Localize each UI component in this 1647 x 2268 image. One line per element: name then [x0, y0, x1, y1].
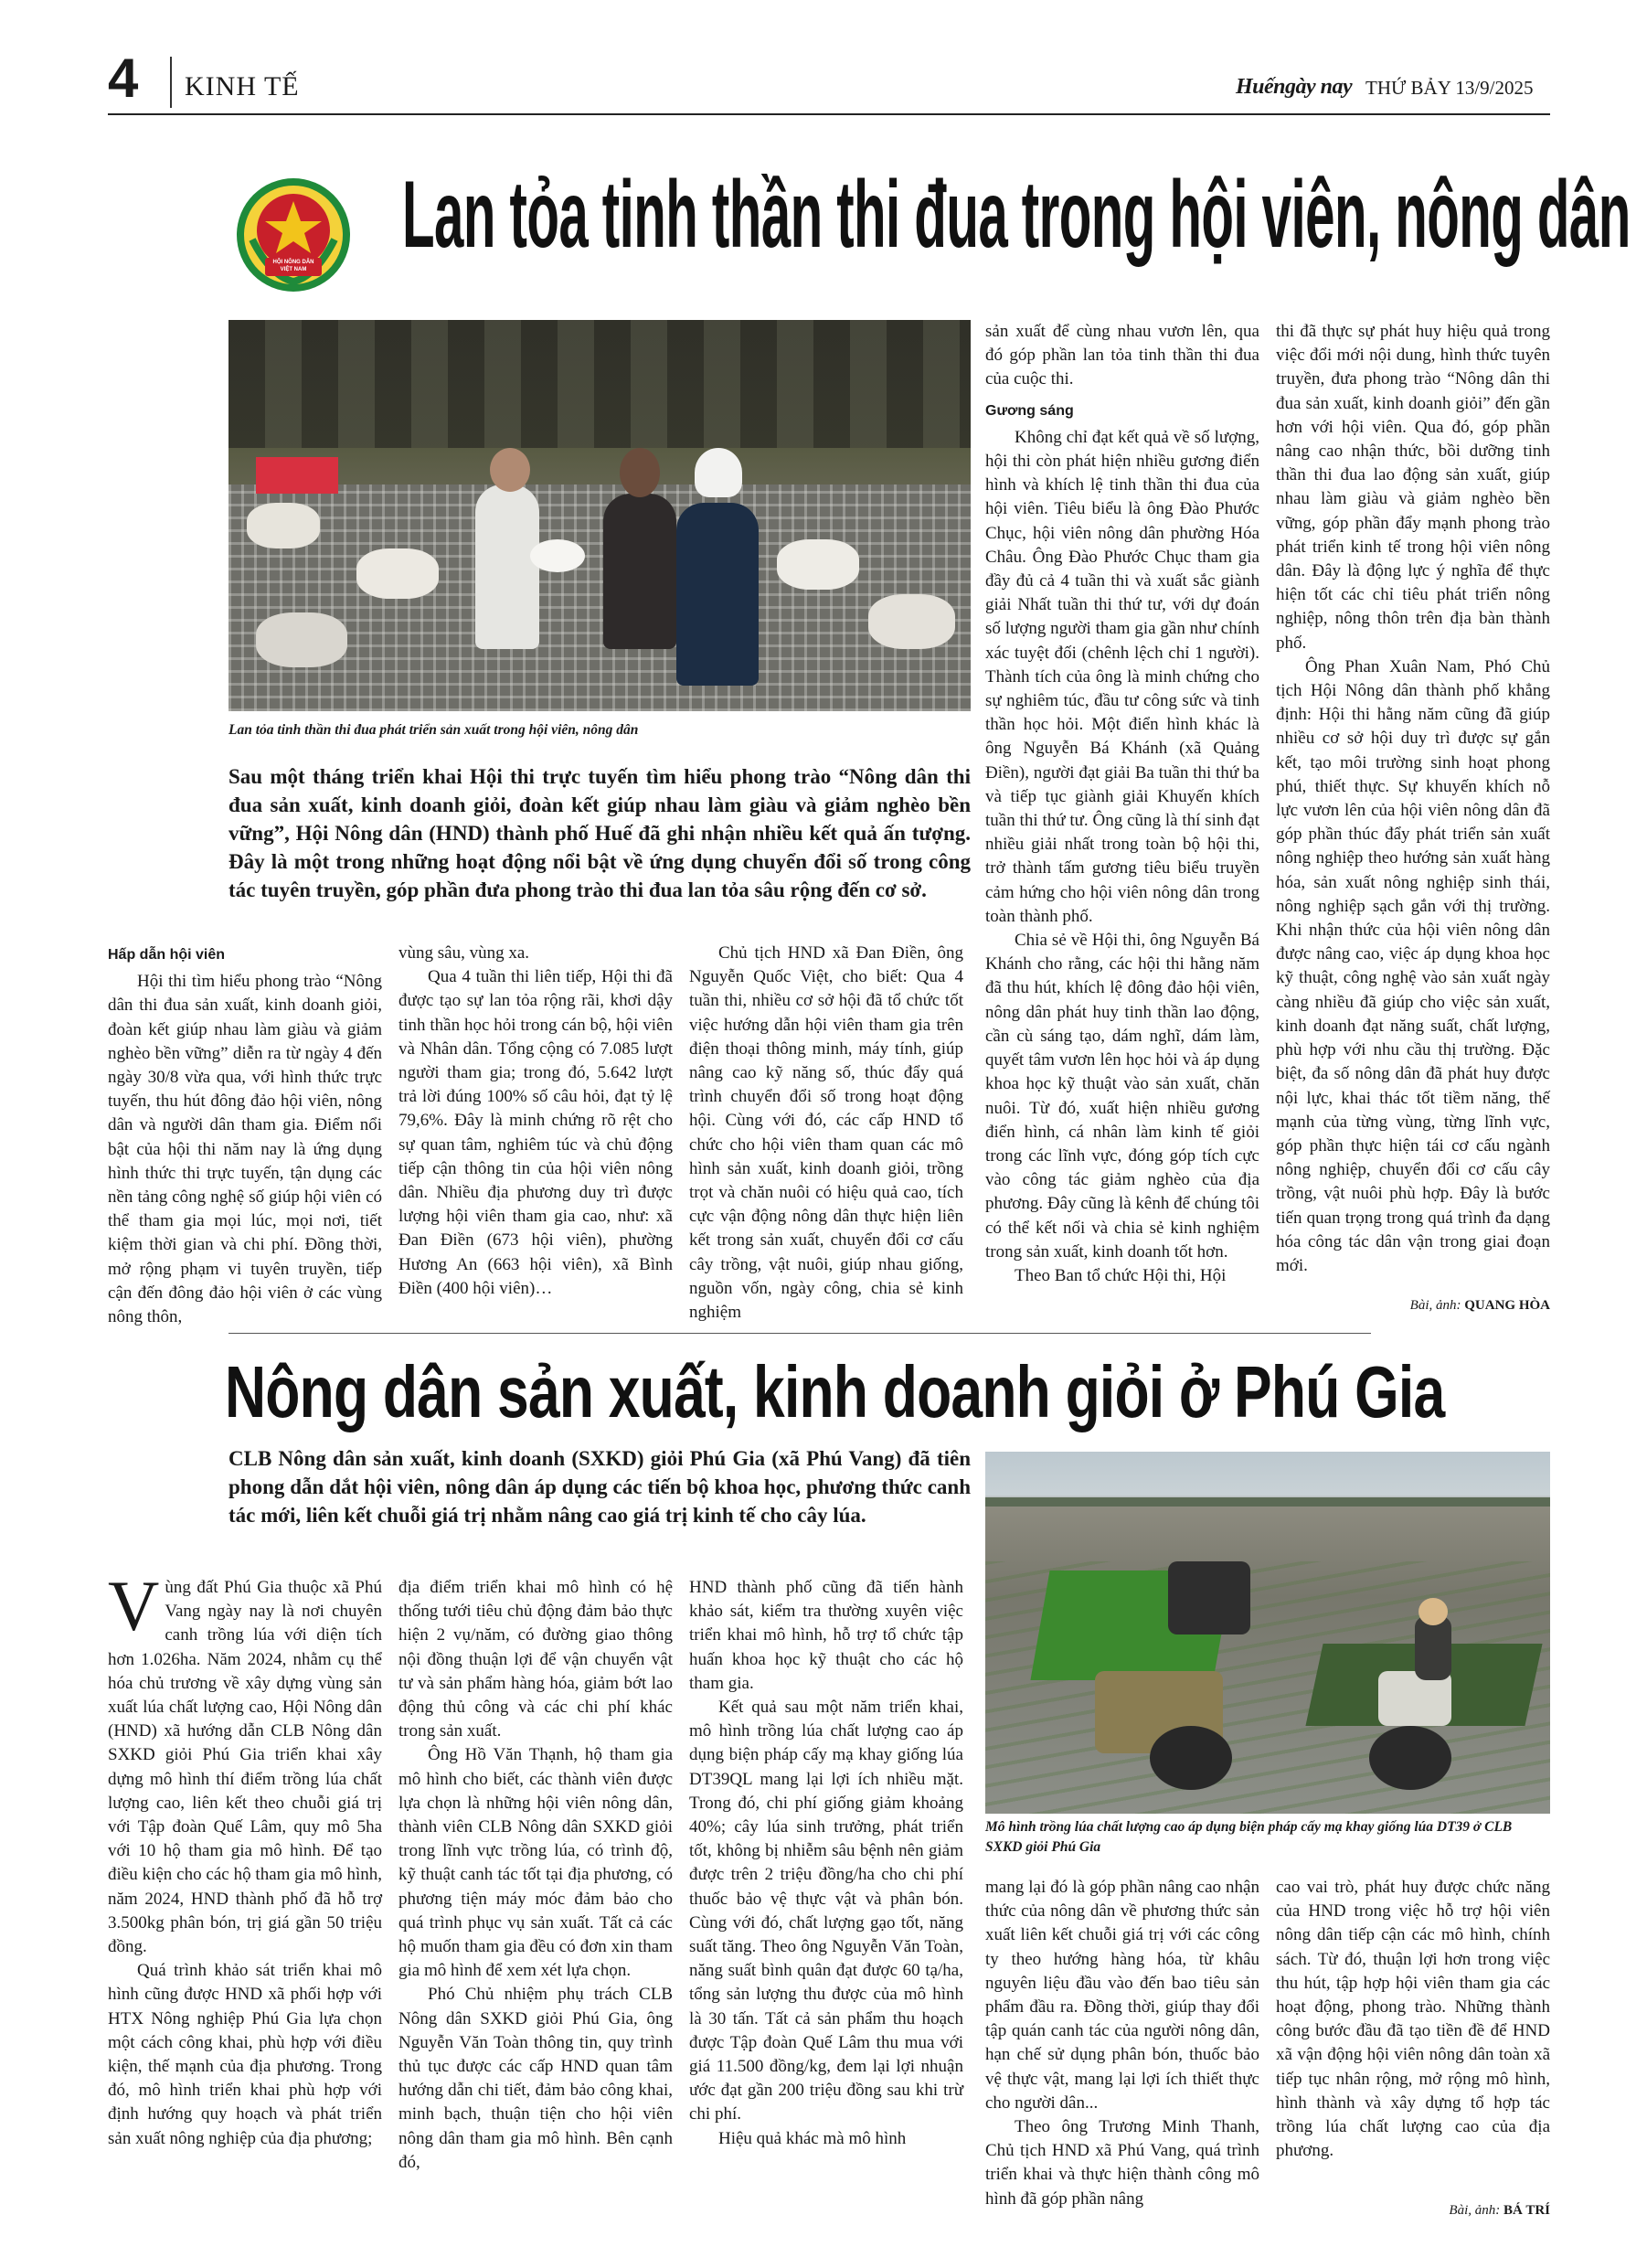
article2-paragraph: Ông Hồ Văn Thạnh, hộ tham gia mô hình cho biết, các thành viên được lựa chọn là những hội viên nông dân, thành viên CLB Nông dân SXKD giỏi trong lĩnh vực trồng lúa, có trình độ, kỹ thuật canh tác tốt tại địa phương, có phương tiện máy móc đảm bảo cho quá trình phục vụ sản xuất. Tất cả các hộ muốn tham gia đều có đơn xin tham gia mô hình để xem xét lựa chọn. — [398, 1745, 673, 1981]
article1-subhead-2: Gương sáng — [985, 402, 1074, 419]
article1-paragraph: Hội thi tìm hiểu phong trào “Nông dân thi đua sản xuất, kinh doanh giỏi, đoàn kết giúp nhau làm giàu và giảm nghèo bền vững” diễn ra từ ngày 4 đến ngày 30/8 vừa qua, với hình thức trực tuyến, thu hút đông đảo hội viên, nông dân và người dân tham gia. Điểm nổi bật của hội thi năm nay là ứng dụng hình thức thi trực tuyến, tận dụng các nền tảng công nghệ số giúp hội viên có thể tham gia mọi lúc, mọi nơi, tiết kiệm thời gian và chi phí. Đồng thời, mở rộng phạm vi tuyên truyền, tiếp cận đến đông đảo hội viên ở các vùng nông thôn, — [108, 972, 382, 1327]
article2-byline-name: BÁ TRÍ — [1504, 2203, 1550, 2218]
article1-photo — [228, 320, 971, 711]
article2-column-2 — [398, 1576, 673, 2175]
article2-paragraph: Hiệu quả khác mà mô hình — [718, 2128, 907, 2148]
hoi-nong-dan-emblem-icon — [234, 176, 353, 294]
page-number: 4 — [108, 48, 139, 109]
emblem-text-top: HỘI NÔNG DÂN — [272, 260, 314, 265]
article2-paragraph: Phó Chủ nhiệm phụ trách CLB Nông dân SXKD giỏi Phú Gia, ông Nguyễn Văn Toàn thông tin, quy trình thủ tục được các cấp HND quan tâm hướng dẫn chi tiết, đảm bảo công khai, minh bạch, thuận tiện cho hội viên nông dân tham gia mô hình. Bên cạnh đó, — [398, 1985, 673, 2172]
article1-paragraph: Không chỉ đạt kết quả về số lượng, hội thi còn phát hiện nhiều gương điển hình và khích lệ tinh thần thi đua của hội viên. Tiêu biểu là ông Đào Phước Chục, hội viên nông dân phường Hóa Châu. Ông Đào Phước Chục tham gia đầy đủ cả 4 tuần thi và xuất sắc giành giải Nhất tuần thi thứ tư, với dự đoán số lượng người tham gia gần như chính xác tuyệt đối (chênh lệch chỉ 1 người). Thành tích của ông là minh chứng cho sự nghiêm túc, đầu tư công sức và tinh thần học hỏi. Một điển hình khác là ông Nguyễn Bá Khánh (xã Quảng Điền), người đạt giải Ba tuần thi thứ ba và tiếp tục giành giải Khuyến khích tuần thi thứ tư. Ông cũng là thí sinh đạt nhiều giải nhất trong toàn bộ hội thi, trở thành tấm gương tiêu biểu truyền cảm hứng cho hội viên nông dân trong toàn thành phố. — [985, 427, 1259, 926]
article1-byline-label: Bài, ảnh: — [1409, 1298, 1461, 1313]
article1-paragraph: vùng sâu, vùng xa. — [398, 943, 530, 963]
article2-paragraph: Kết quả sau một năm triển khai, mô hình trồng lúa chất lượng cao áp dụng biện pháp cấy mạ khay giống lúa DT39QL mang lại lợi ích nhiều mặt. Trong đó, chi phí giống giảm khoảng 40%; cây lúa sinh trưởng, phát triển tốt, không bị nhiễm sâu bệnh nên giảm được trên 2 triệu đồng/ha cho chi phí thuốc bảo vệ thực vật và phân bón. Cùng với đó, chất lượng gạo tốt, năng suất tăng. Theo ông Nguyễn Văn Toàn, năng suất bình quân đạt được 60 tạ/ha, tổng sản lượng thu được của mô hình là 30 tấn. Tất cả sản phẩm thu hoạch được Tập đoàn Quế Lâm thu mua với giá 11.500 đồng/kg, đem lại lợi nhuận ước đạt gần 200 triệu đồng sau khi trừ chi phí. — [689, 1698, 963, 2124]
article1-byline-name: QUANG HÒA — [1464, 1298, 1550, 1313]
header-rule — [108, 113, 1550, 115]
article2-photo-caption: Mô hình trồng lúa chất lượng cao áp dụng biện pháp cấy mạ khay giống lúa DT39 ở CLB SXKD giỏi Phú Gia — [985, 1819, 1513, 1855]
article-separator — [228, 1333, 1371, 1334]
article1-paragraph: sản xuất để cùng nhau vươn lên, qua đó góp phần lan tỏa tinh thần thi đua của cuộc thi. — [985, 322, 1259, 389]
article1-paragraph: thi đã thực sự phát huy hiệu quả trong việc đổi mới nội dung, hình thức tuyên truyền, đưa phong trào “Nông dân thi đua sản xuất, kinh doanh giỏi” đến gần hơn với hội viên. Qua đó, góp phần nâng cao nhận thức, bồi dưỡng tinh thần thi đua lao động sản xuất, giúp nhau làm giàu và giảm nghèo bền vững, góp phần đẩy mạnh phong trào phát triển kinh tế trong hội viên nông dân. Đây là động lực ý nghĩa để thực hiện tốt các chỉ tiêu phát triển nông nghiệp, nông thôn trên địa bàn thành phố. — [1276, 322, 1550, 653]
article1-title: Lan tỏa tinh thần thi đua trong hội viên, nông dân — [402, 162, 1631, 268]
article1-paragraph: Chủ tịch HND xã Đan Điền, ông Nguyễn Quốc Việt, cho biết: Qua 4 tuần thi, nhiều cơ sở hội đã tổ chức tốt việc hướng dẫn hội viên tham gia trên điện thoại thông minh, máy tính, giúp nâng cao kỹ năng số, thúc đẩy quá trình chuyển đổi số trong hoạt động hội. Cùng với đó, các cấp HND tổ chức cho hội viên tham quan các mô hình sản xuất, kinh doanh giỏi, trồng trọt và chăn nuôi có hiệu quả cao, tích cực vận động nông dân thực hiện liên kết trong sản xuất, chuyển đổi cơ cấu cây trồng, vật nuôi, giúp nhau giống, nguồn vốn, ngày công, chia sẻ kinh nghiệm — [689, 943, 963, 1323]
article2-photo — [985, 1452, 1550, 1814]
article2-paragraph: Theo ông Trương Minh Thanh, Chủ tịch HND xã Phú Vang, quá trình triển khai và thực hiện thành công mô hình đã góp phần nâng — [985, 2117, 1259, 2209]
article2-title: Nông dân sản xuất, kinh doanh giỏi ở Phú Gia — [225, 1351, 1445, 1432]
brand-name: Huếngày nay — [1236, 75, 1353, 99]
article1-column-4 — [985, 320, 1259, 1288]
emblem-text-bottom: VIỆT NAM — [280, 267, 307, 272]
article2-column-3 — [689, 1576, 963, 2151]
article2-byline-label: Bài, ảnh: — [1449, 2203, 1501, 2218]
article2-column-5 — [1276, 1876, 1550, 2163]
article1-paragraph: Ông Phan Xuân Nam, Phó Chủ tịch Hội Nông dân thành phố khẳng định: Hội thi hằng năm cũng đã giúp nhiều cơ sở hội duy trì được sự gắn kết, tạo môi trường sinh hoạt phong phú, thiết thực. Sự khuyến khích nỗ lực vươn lên của hội viên nông dân đã góp phần thúc đẩy phát triển sản xuất nông nghiệp theo hướng sản xuất hàng hóa, sản xuất nông nghiệp sinh thái, nông nghiệp sạch gắn với thị trường. Khi nhận thức của hội viên nông dân được nâng cao, việc áp dụng khoa học kỹ thuật, công nghệ vào sản xuất ngày càng nhiều đã giúp cho việc sản xuất, kinh doanh đạt năng suất, chất lượng, phù hợp với nhu cầu thị trường. Đặc biệt, đa số nông dân đã phát huy được nội lực, khai thác tốt tiềm năng, thế mạnh của từng vùng, từng lĩnh vực, góp phần thực hiện tái cơ cấu ngành nông nghiệp, chuyển đổi cơ cấu cây trồng, vật nuôi phù hợp. Đây là bước tiến quan trọng trong quá trình đa dạng hóa công tác dân vận trong giai đoạn mới. — [1276, 656, 1550, 1275]
article1-byline — [1371, 1298, 1550, 1314]
issue-date: THỨ BẢY 13/9/2025 — [1365, 77, 1534, 99]
header-divider — [170, 57, 172, 108]
article2-paragraph: HND thành phố cũng đã tiến hành khảo sát, kiểm tra thường xuyên việc triển khai mô hình, hỗ trợ tổ chức tập huấn khoa học kỹ thuật cho các hộ tham gia. — [689, 1578, 963, 1693]
article1-lead: Sau một tháng triển khai Hội thi trực tuyến tìm hiểu phong trào “Nông dân thi đua sản xuất, kinh doanh giỏi, đoàn kết giúp nhau làm giàu và giảm nghèo bền vững”, Hội Nông dân (HND) thành phố Huế đã ghi nhận nhiều kết quả ấn tượng. Đây là một trong những hoạt động nổi bật về ứng dụng chuyển đổi số trong công tác tuyên truyền, góp phần đưa phong trào thi đua lan tỏa sâu rộng đến cơ sở. — [228, 765, 971, 901]
article2-paragraph: Vùng đất Phú Gia thuộc xã Phú Vang ngày nay là nơi chuyên canh trồng lúa với diện tích hơn 1.026ha. Năm 2024, nhằm cụ thể hóa chủ trương về xây dựng vùng sản xuất lúa chất lượng cao, Hội Nông dân (HND) xã hướng dẫn CLB Nông dân SXKD giỏi Phú Gia triển khai xây dựng mô hình thí điểm trồng lúa chất lượng cao, liên kết theo chuỗi giá trị với Tập đoàn Quế Lâm, quy mô 5ha với 10 hộ tham gia mô hình. Để tạo điều kiện cho các hộ tham gia mô hình, năm 2024, HND thành phố đã hỗ trợ 3.500kg phân bón, trị giá gần 50 triệu đồng. — [108, 1566, 382, 1957]
article1-column-2 — [398, 942, 673, 1301]
article1-column-5 — [1276, 320, 1550, 1278]
article2-paragraph: cao vai trò, phát huy được chức năng của HND trong việc hỗ trợ hội viên nông dân tiếp cận các mô hình, chính sách. Từ đó, thuận lợi hơn trong việc thu hút, tập hợp hội viên tham gia các hoạt động, phong trào. Những thành công bước đầu đã tạo tiền đề để HND xã vận động hội viên nông dân toàn xã tiếp tục nhân rộng, mở rộng mô hình, hình thành và xây dựng tổ hợp tác trồng lúa chất lượng cao của địa phương. — [1276, 1878, 1550, 2161]
article1-photo-caption: Lan tỏa tinh thần thi đua phát triển sản xuất trong hội viên, nông dân — [228, 722, 639, 738]
article2-dropcap: V — [108, 1566, 160, 1645]
article2-paragraph: mang lại đó là góp phần nâng cao nhận thức của nông dân về phương thức sản xuất liên kết chuỗi giá trị với các công ty theo hướng hàng hóa, từ khâu nguyên liệu đầu vào đến bao tiêu sản phẩm đầu ra. Đồng thời, giúp thay đổi tập quán canh tác của người nông dân, hạn chế sử dụng phân bón, thuốc bảo vệ thực vật, mang lại lợi ích thiết thực cho người dân... — [985, 1878, 1259, 2113]
section-name: KINH TẾ — [185, 71, 300, 101]
article1-subhead-1: Hấp dẫn hội viên — [108, 947, 226, 963]
article1-paragraph: Qua 4 tuần thi liên tiếp, Hội thi đã được tạo sự lan tỏa rộng rãi, khơi dậy tinh thần học hỏi trong cán bộ, hội viên và Nhân dân. Tổng cộng có 7.085 lượt người tham gia; trong đó, 5.642 lượt trả lời đúng 100% số câu hỏi, đạt tỷ lệ 79,6%. Đây là minh chứng rõ rệt cho sự quan tâm, nghiêm túc và chủ động tiếp cận thông tin của hội viên nông dân. Nhiều địa phương duy trì được lượng hội viên tham gia cao, như: xã Đan Điền (673 hội viên), phường Hương An (663 hội viên), xã Bình Điền (400 hội viên)… — [398, 967, 673, 1298]
article2-column-4 — [985, 1876, 1259, 2211]
article2-lead: CLB Nông dân sản xuất, kinh doanh (SXKD) giỏi Phú Gia (xã Phú Vang) đã tiên phong dẫn dắt hội viên, nông dân áp dụng các tiến bộ khoa học, phương thức canh tác mới, liên kết chuỗi giá trị nhằm nâng cao giá trị kinh tế cho cây lúa. — [228, 1447, 971, 1527]
article1-column-1 — [108, 942, 382, 1329]
article2-paragraph: địa điểm triển khai mô hình có hệ thống tưới tiêu chủ động đảm bảo thực hiện 2 vụ/năm, có đường giao thông nội đồng thuận lợi để vận chuyển vật tư và sản phẩm hàng hóa, giảm bớt lao động thủ công và các chi phí khác trong sản xuất. — [398, 1578, 673, 1741]
article1-column-3 — [689, 942, 963, 1325]
article2-column-1 — [108, 1566, 382, 2151]
article2-byline — [1371, 2203, 1550, 2219]
article2-paragraph: Quá trình khảo sát triển khai mô hình cũng được HND xã phối hợp với HTX Nông nghiệp Phú Gia lựa chọn một cách công khai, phù hợp với điều kiện, thế mạnh của địa phương. Trong đó, mô hình triển khai phù hợp với định hướng quy hoạch và phát triển sản xuất nông nghiệp của địa phương; — [108, 1961, 382, 2148]
article1-paragraph: Theo Ban tổ chức Hội thi, Hội — [1015, 1265, 1227, 1285]
article1-paragraph: Chia sẻ về Hội thi, ông Nguyễn Bá Khánh cho rằng, các hội thi hằng năm đã thu hút, khích lệ đông đảo hội viên, nông dân phát huy tinh thần lao động, cần cù sáng tạo, dám nghĩ, dám làm, quyết tâm vươn lên học hỏi và áp dụng khoa học kỹ thuật vào sản xuất, chăn nuôi. Từ đó, xuất hiện nhiều gương điển hình, cá nhân làm kinh tế giỏi trong các lĩnh vực, đóng góp tích cực vào công tác giảm nghèo của địa phương. Đây cũng là kênh để chúng tôi có thể kết nối và chia sẻ kinh nghiệm trong sản xuất, kinh doanh tốt hơn. — [985, 931, 1260, 1262]
